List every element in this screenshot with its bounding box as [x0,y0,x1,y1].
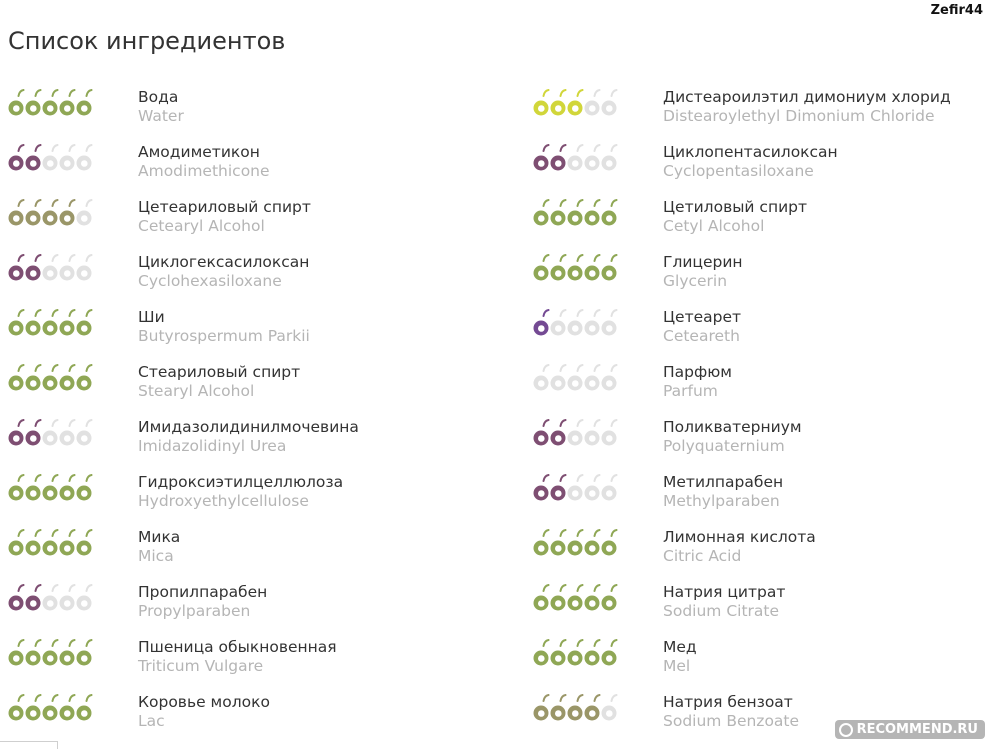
ingredient-row[interactable] [533,142,995,197]
safety-rating [8,364,93,394]
ingredient-name-ru[interactable]: Вода [138,88,179,106]
rating-drop-icon [567,254,584,284]
ingredient-name-ru[interactable]: Поликватерниум [663,418,802,436]
rating-drop-icon [601,199,618,229]
ingredient-name-ru[interactable]: Пропилпарабен [138,583,268,601]
ingredient-name-latin: Hydroxyethylcellulose [138,492,309,510]
rating-drop-icon [8,364,25,394]
rating-drop-icon [76,474,93,504]
rating-drop-icon [584,584,601,614]
rating-drop-icon [533,474,550,504]
ingredient-name-latin: Citric Acid [663,547,742,565]
ingredient-row[interactable] [533,472,995,527]
ingredient-row[interactable] [8,637,488,692]
safety-rating [533,199,618,229]
rating-drop-icon [550,584,567,614]
rating-drop-icon [42,199,59,229]
rating-drop-icon [584,639,601,669]
rating-drop-icon [76,89,93,119]
ingredient-row[interactable] [8,362,488,417]
ingredient-name-ru[interactable]: Мика [138,528,181,546]
ingredient-names [663,417,802,456]
rating-drop-icon [601,309,618,339]
ingredient-name-ru[interactable]: Циклогексасилоксан [138,253,310,271]
ingredient-name-latin: Amodimethicone [138,162,270,180]
safety-rating [533,89,618,119]
ingredients-column-left [8,87,488,747]
safety-rating [8,474,93,504]
ingredient-name-ru[interactable]: Натрия цитрат [663,583,786,601]
ingredient-name-ru[interactable]: Глицерин [663,253,743,271]
rating-drop-icon [42,309,59,339]
rating-drop-icon [76,419,93,449]
rating-drop-icon [584,364,601,394]
ingredient-name-latin: Mel [663,657,691,675]
rating-drop-icon [59,584,76,614]
rating-drop-icon [601,144,618,174]
safety-rating [8,529,93,559]
ingredient-names [663,582,785,621]
safety-rating [8,639,93,669]
rating-drop-icon [601,364,618,394]
ingredient-names [663,87,951,126]
ingredient-names [663,142,838,181]
rating-drop-icon [59,694,76,724]
rating-drop-icon [42,584,59,614]
ingredient-name-latin: Imidazolidinyl Urea [138,437,287,455]
ingredient-name-latin: Lac [138,712,165,730]
rating-drop-icon [25,584,42,614]
ingredient-name-ru[interactable]: Гидроксиэтилцеллюлоза [138,473,344,491]
rating-drop-icon [533,694,550,724]
ingredient-names [663,362,732,401]
rating-drop-icon [59,639,76,669]
ingredient-name-latin: Sodium Benzoate [663,712,800,730]
ingredient-names [138,307,310,346]
rating-drop-icon [8,419,25,449]
ingredient-row[interactable] [533,87,995,142]
ingredient-name-latin: Stearyl Alcohol [138,382,255,400]
rating-drop-icon [550,474,567,504]
rating-drop-icon [567,639,584,669]
rating-drop-icon [601,254,618,284]
ingredient-row[interactable] [8,87,488,142]
rating-drop-icon [567,309,584,339]
ingredient-names [663,527,816,566]
rating-drop-icon [550,364,567,394]
ingredient-names [663,472,783,511]
safety-rating [8,144,93,174]
ingredient-row[interactable] [8,417,488,472]
rating-drop-icon [550,694,567,724]
ingredient-names [138,87,184,126]
rating-drop-icon [8,254,25,284]
ingredient-row[interactable] [8,692,488,747]
ingredient-row[interactable] [8,582,488,637]
ingredient-name-latin: Sodium Citrate [663,602,780,620]
rating-drop-icon [8,144,25,174]
rating-drop-icon [42,529,59,559]
username-label[interactable]: Zefir44 [930,3,983,18]
rating-drop-icon [76,694,93,724]
rating-drop-icon [42,144,59,174]
rating-drop-icon [550,254,567,284]
rating-drop-icon [550,529,567,559]
ingredient-name-latin: Butyrospermum Parkii [138,327,310,345]
ingredient-name-ru[interactable]: Цетиловый спирт [663,198,808,216]
rating-drop-icon [533,639,550,669]
rating-drop-icon [584,419,601,449]
ingredient-name-ru[interactable]: Парфюм [663,363,732,381]
rating-drop-icon [567,474,584,504]
rating-drop-icon [550,144,567,174]
rating-drop-icon [567,584,584,614]
rating-drop-icon [567,89,584,119]
rating-drop-icon [8,584,25,614]
ingredient-row[interactable] [533,637,995,692]
rating-drop-icon [8,694,25,724]
ingredient-names [663,692,799,731]
rating-drop-icon [533,419,550,449]
ingredient-name-ru[interactable]: Дистеароилэтил димониум хлорид [663,88,951,106]
ingredient-name-ru[interactable]: Цетеариловый спирт [138,198,311,216]
ingredient-row[interactable] [533,307,995,362]
watermark-text: RECOMMEND.RU [856,722,978,737]
ingredient-name-latin: Cyclopentasiloxane [663,162,814,180]
ingredient-row[interactable] [533,197,995,252]
rating-drop-icon [42,89,59,119]
ingredient-name-latin: Polyquaternium [663,437,785,455]
safety-rating [8,199,93,229]
safety-rating [8,694,93,724]
rating-drop-icon [42,254,59,284]
rating-drop-icon [76,529,93,559]
rating-drop-icon [601,694,618,724]
rating-drop-icon [25,144,42,174]
safety-rating [533,694,618,724]
safety-rating [533,419,618,449]
rating-drop-icon [567,199,584,229]
safety-rating [8,254,93,284]
rating-drop-icon [601,419,618,449]
ingredient-row[interactable] [533,527,995,582]
rating-drop-icon [601,529,618,559]
rating-drop-icon [8,199,25,229]
ingredient-row[interactable] [533,362,995,417]
ingredient-name-ru[interactable]: Пшеница обыкновенная [138,638,337,656]
rating-drop-icon [584,694,601,724]
rating-drop-icon [601,474,618,504]
rating-drop-icon [59,419,76,449]
safety-rating [8,309,93,339]
page-title: Список ингредиентов [8,27,286,55]
rating-drop-icon [59,364,76,394]
ingredient-name-latin: Mica [138,547,174,565]
rating-drop-icon [8,474,25,504]
rating-drop-icon [25,89,42,119]
ingredient-row[interactable] [8,142,488,197]
ingredient-name-latin: Cetyl Alcohol [663,217,765,235]
rating-drop-icon [533,529,550,559]
rating-drop-icon [25,639,42,669]
rating-drop-icon [25,474,42,504]
rating-drop-icon [25,529,42,559]
rating-drop-icon [567,694,584,724]
ingredients-column-right [533,87,995,747]
rating-drop-icon [59,89,76,119]
rating-drop-icon [59,199,76,229]
rating-drop-icon [76,584,93,614]
recommend-watermark [835,720,985,739]
rating-drop-icon [567,364,584,394]
safety-rating [533,364,618,394]
ingredient-names [663,197,807,236]
recommend-logo-icon [839,723,853,737]
rating-drop-icon [550,419,567,449]
ingredient-row[interactable] [533,582,995,637]
rating-drop-icon [584,309,601,339]
rating-drop-icon [25,254,42,284]
ingredient-name-latin: Distearoylethyl Dimonium Chloride [663,107,935,125]
rating-drop-icon [533,364,550,394]
rating-drop-icon [59,144,76,174]
ingredient-name-latin: Cyclohexasiloxane [138,272,282,290]
ingredient-name-latin: Water [138,107,184,125]
rating-drop-icon [76,144,93,174]
rating-drop-icon [533,199,550,229]
ingredient-name-ru[interactable]: Ши [138,308,165,326]
rating-drop-icon [25,309,42,339]
rating-drop-icon [76,199,93,229]
rating-drop-icon [25,419,42,449]
ingredient-name-ru[interactable]: Мед [663,638,697,656]
ingredient-name-latin: Glycerin [663,272,728,290]
rating-drop-icon [76,309,93,339]
ingredient-names [138,527,180,566]
ingredient-name-ru[interactable]: Цетеарет [663,308,742,326]
rating-drop-icon [533,89,550,119]
ingredient-names [138,637,337,676]
ingredient-names [138,582,267,621]
rating-drop-icon [25,694,42,724]
rating-drop-icon [550,309,567,339]
rating-drop-icon [8,89,25,119]
rating-drop-icon [42,364,59,394]
safety-rating [533,584,618,614]
ingredient-row[interactable] [533,417,995,472]
rating-drop-icon [25,364,42,394]
rating-drop-icon [42,474,59,504]
safety-rating [533,309,618,339]
ingredient-name-latin: Parfum [663,382,718,400]
rating-drop-icon [584,144,601,174]
rating-drop-icon [601,584,618,614]
rating-drop-icon [8,529,25,559]
rating-drop-icon [59,309,76,339]
rating-drop-icon [59,254,76,284]
ingredient-name-ru[interactable]: Имидазолидинилмочевина [138,418,359,436]
rating-drop-icon [42,639,59,669]
ingredient-name-latin: Cetearyl Alcohol [138,217,265,235]
ingredient-names [138,252,309,291]
safety-rating [533,474,618,504]
rating-drop-icon [567,529,584,559]
ingredient-name-ru[interactable]: Коровье молоко [138,693,270,711]
ingredient-names [138,142,270,181]
ingredient-name-ru[interactable]: Циклопентасилоксан [663,143,838,161]
rating-drop-icon [584,529,601,559]
rating-drop-icon [76,254,93,284]
rating-drop-icon [42,419,59,449]
ingredient-row[interactable] [533,252,995,307]
ingredient-name-latin: Methylparaben [663,492,780,510]
rating-drop-icon [76,639,93,669]
rating-drop-icon [601,639,618,669]
rating-drop-icon [8,639,25,669]
ingredient-name-latin: Propylparaben [138,602,251,620]
ingredient-row[interactable] [8,197,488,252]
ingredient-names [138,472,343,511]
ingredient-names [663,252,743,291]
rating-drop-icon [59,474,76,504]
rating-drop-icon [42,694,59,724]
ingredient-row[interactable] [8,472,488,527]
rating-drop-icon [567,419,584,449]
rating-drop-icon [584,89,601,119]
safety-rating [8,419,93,449]
rating-drop-icon [8,309,25,339]
safety-rating [8,584,93,614]
ingredient-names [138,692,270,731]
ingredient-row[interactable] [8,527,488,582]
ingredient-name-ru[interactable]: Метилпарабен [663,473,784,491]
rating-drop-icon [601,89,618,119]
rating-drop-icon [584,199,601,229]
ingredient-name-ru[interactable]: Стеариловый спирт [138,363,301,381]
rating-drop-icon [533,309,550,339]
ingredient-name-latin: Ceteareth [663,327,740,345]
rating-drop-icon [533,144,550,174]
ingredient-row[interactable] [8,307,488,362]
ingredient-row[interactable] [8,252,488,307]
ingredient-names [663,637,697,676]
rating-drop-icon [533,254,550,284]
rating-drop-icon [550,89,567,119]
ingredient-names [138,197,311,236]
rating-drop-icon [59,529,76,559]
rating-drop-icon [584,474,601,504]
rating-drop-icon [567,144,584,174]
rating-drop-icon [25,199,42,229]
safety-rating [533,144,618,174]
safety-rating [533,254,618,284]
ingredient-name-ru[interactable]: Лимонная кислота [663,528,816,546]
ingredient-names [138,417,359,456]
safety-rating [533,639,618,669]
rating-drop-icon [584,254,601,284]
safety-rating [533,529,618,559]
ingredient-name-ru[interactable]: Натрия бензоат [663,693,793,711]
ingredient-name-latin: Triticum Vulgare [138,657,264,675]
rating-drop-icon [533,584,550,614]
ingredient-name-ru[interactable]: Амодиметикон [138,143,260,161]
ingredient-names [663,307,741,346]
rating-drop-icon [550,639,567,669]
rating-drop-icon [550,199,567,229]
rating-drop-icon [76,364,93,394]
safety-rating [8,89,93,119]
ingredient-names [138,362,300,401]
